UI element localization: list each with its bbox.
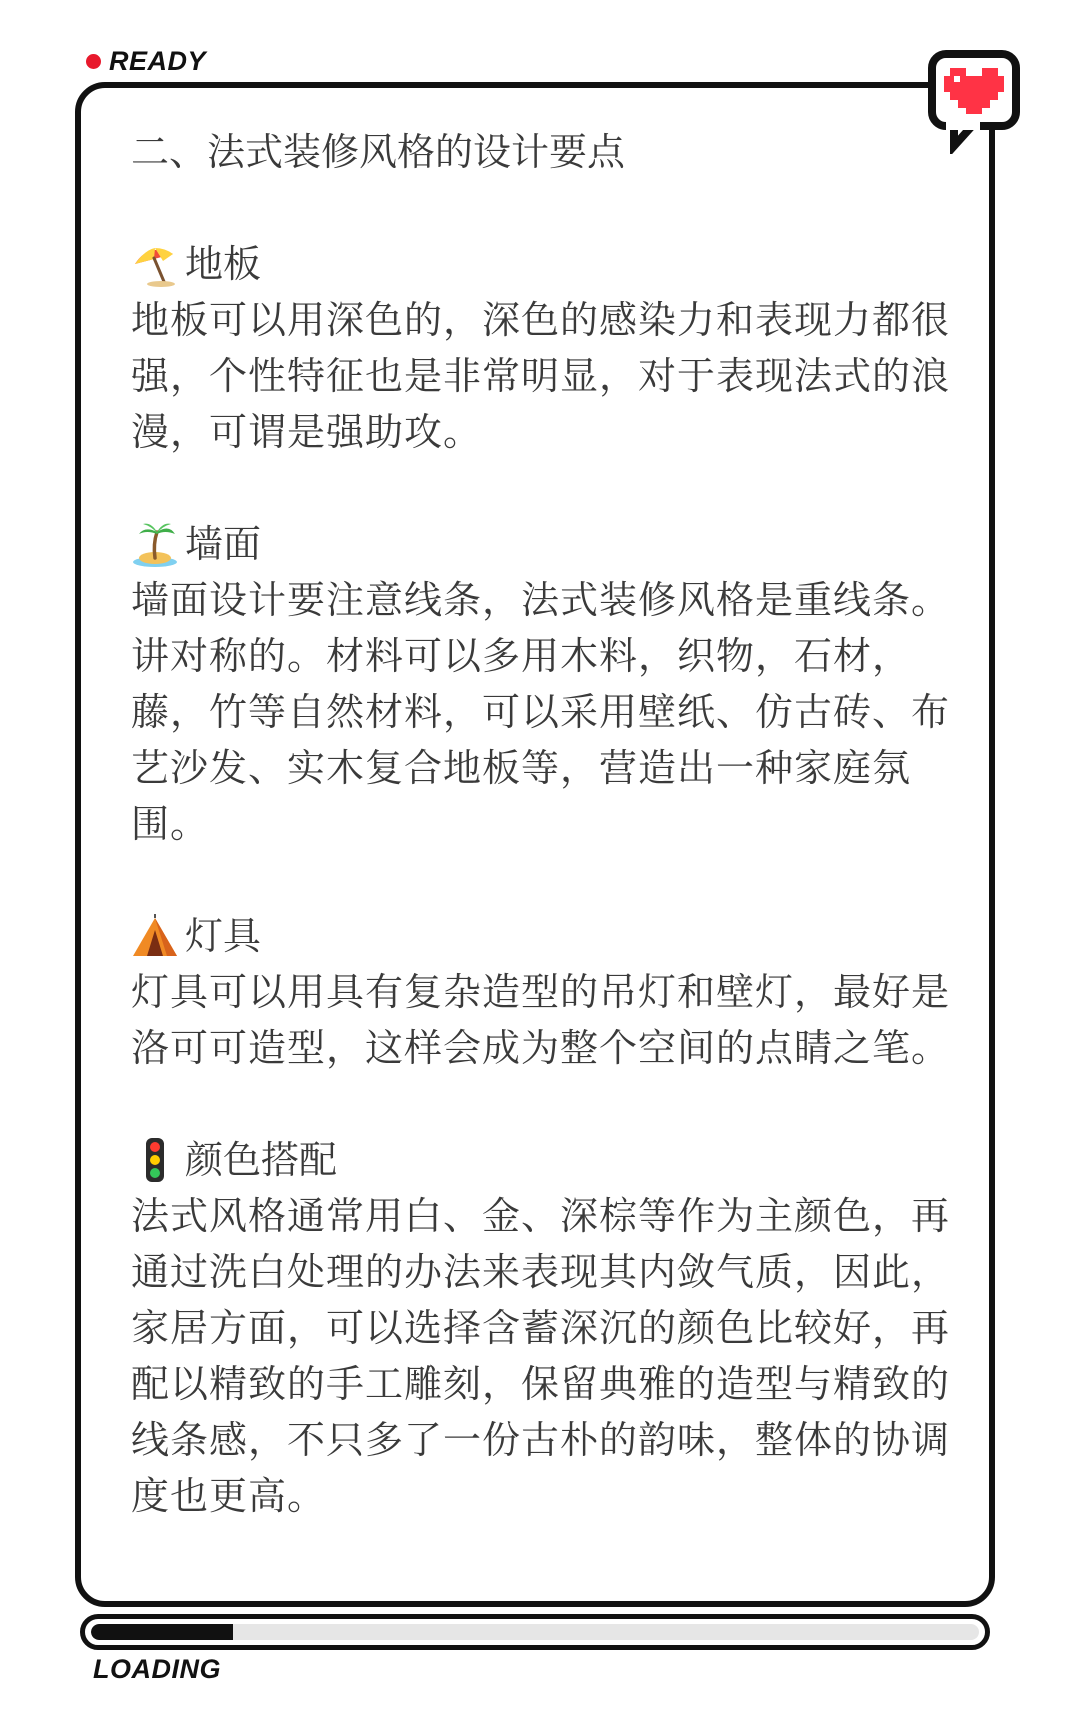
section-title: [131, 1132, 951, 1188]
traffic-light-icon: [131, 1136, 179, 1184]
loading-progress-bar: [80, 1614, 990, 1650]
section-title-text: 灯具: [185, 914, 262, 958]
section-title: [131, 908, 951, 964]
section-title-text: 地板: [185, 242, 262, 286]
section-body: 墙面设计要注意线条，法式装修风格是重线条。讲对称的。材料可以多用木料，织物，石材，藤，竹等自然材料，可以采用壁纸、仿古砖、布艺沙发、实木复合地板等，营造出一种家庭氛围。: [131, 578, 951, 846]
status-ready: [86, 44, 206, 78]
section-lighting: [131, 908, 951, 1076]
section-color: [131, 1132, 951, 1524]
section-title-text: 颜色搭配: [185, 1138, 338, 1182]
tent-icon: [131, 912, 179, 960]
progress-track: [91, 1624, 979, 1640]
beach-umbrella-icon: [131, 240, 179, 288]
section-title: [131, 516, 951, 572]
loading-label: LOADING: [93, 1654, 221, 1684]
record-dot-icon: [86, 54, 101, 69]
section-wall: [131, 516, 951, 852]
section-title-text: 墙面: [185, 522, 262, 566]
ready-label: READY: [109, 45, 207, 76]
content-card: [75, 82, 995, 1607]
pixel-heart-icon: [924, 46, 1024, 154]
progress-fill: [91, 1624, 233, 1640]
section-body: 地板可以用深色的，深色的感染力和表现力都很强，个性特征也是非常明显，对于表现法式的浪漫，可谓是强助攻。: [131, 298, 951, 454]
section-title: [131, 236, 951, 292]
article-heading: 二、法式装修风格的设计要点: [131, 130, 626, 174]
island-palm-icon: [131, 520, 179, 568]
article: [131, 124, 951, 1580]
section-floor: [131, 236, 951, 460]
section-body: 灯具可以用具有复杂造型的吊灯和壁灯，最好是洛可可造型，这样会成为整个空间的点睛之笔。: [131, 970, 951, 1070]
section-body: 法式风格通常用白、金、深棕等作为主颜色，再通过洗白处理的办法来表现其内敛气质，因此，家居方面，可以选择含蓄深沉的颜色比较好，再配以精致的手工雕刻，保留典雅的造型与精致的线条感，不只多了一份古朴的韵味，整体的协调度也更高。: [131, 1194, 951, 1518]
